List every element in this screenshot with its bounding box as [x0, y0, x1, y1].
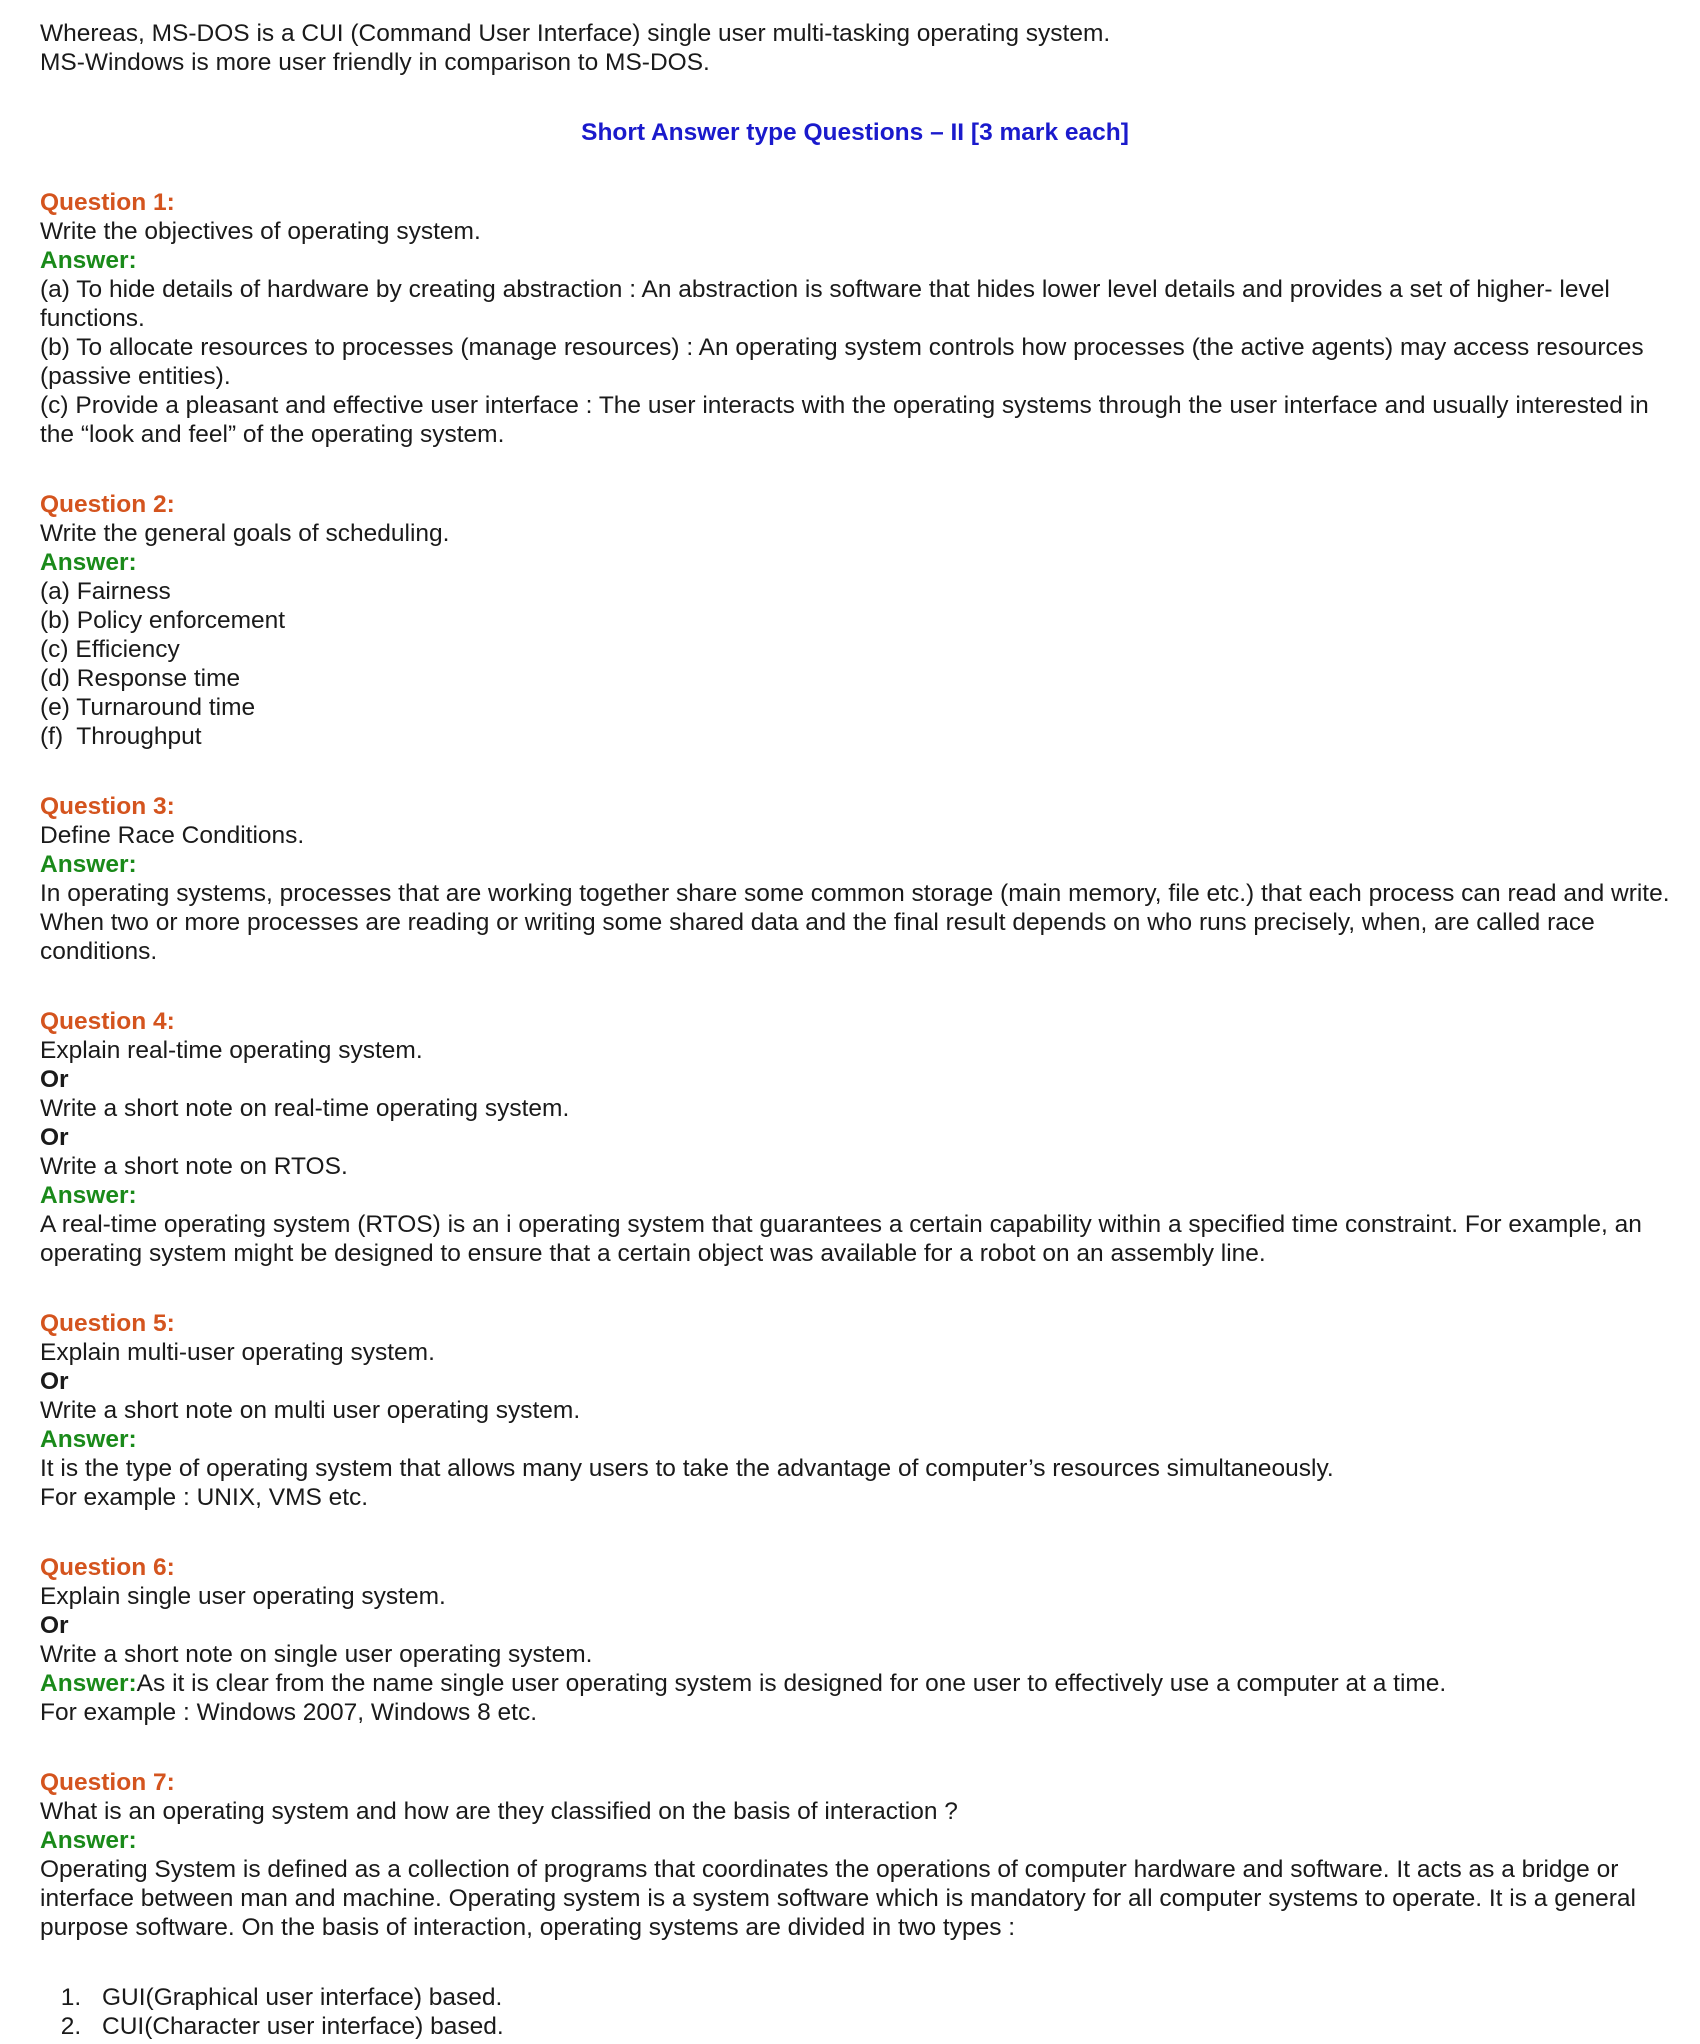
- question-block-6: [40, 1553, 1670, 1727]
- question-prompt: Write a short note on multi user operating system.: [40, 1397, 581, 1424]
- answer-item: (f) Throughput: [40, 723, 202, 750]
- question-block-2: [40, 490, 1670, 751]
- answer-label: Answer:: [40, 1827, 137, 1854]
- question-label: Question 2:: [40, 491, 175, 518]
- answer-paragraph: [40, 1669, 1670, 1698]
- question-prompt: Write a short note on single user operating system.: [40, 1641, 593, 1668]
- question-label: Question 6:: [40, 1554, 175, 1581]
- intro-line: MS-Windows is more user friendly in comparison to MS-DOS.: [40, 49, 710, 76]
- answer-item: (b) Policy enforcement: [40, 607, 286, 634]
- question-prompt: Explain multi-user operating system.: [40, 1339, 435, 1366]
- answer-label: Answer:: [40, 549, 137, 576]
- answer-text: It is the type of operating system that allows many users to take the advantage of computer’s resources simultaneously.: [40, 1455, 1334, 1482]
- question-block-5: [40, 1309, 1670, 1512]
- answer-item: (c) Efficiency: [40, 636, 180, 663]
- question-label: Question 7:: [40, 1769, 175, 1796]
- answer-text: In operating systems, processes that are working together share some common storage (main memory, file etc.) that each process can read and write. When two or more processes are reading or writing some shared data and the final result depends on who runs precisely, when, are called race conditions.: [40, 880, 1670, 965]
- question-label: Question 3:: [40, 793, 175, 820]
- question-prompt: Write a short note on RTOS.: [40, 1153, 348, 1180]
- answer-item: (e) Turnaround time: [40, 694, 256, 721]
- question-prompt: Write the general goals of scheduling.: [40, 520, 450, 547]
- question-prompt: Write a short note on real-time operating system.: [40, 1095, 570, 1122]
- question-block-3: [40, 792, 1670, 966]
- or-separator: Or: [40, 1124, 69, 1151]
- answer-label: Answer:: [40, 247, 137, 274]
- answer-item: (a) Fairness: [40, 578, 171, 605]
- section-title: Short Answer type Questions – II [3 mark each]: [581, 119, 1129, 146]
- question-block-1: [40, 188, 1670, 449]
- answer-text: (a) To hide details of hardware by creating abstraction : An abstraction is software that hides lower level details and provides a set of higher- level functions.: [40, 276, 1610, 332]
- answer-label: Answer:: [40, 851, 137, 878]
- answer-text: (b) To allocate resources to processes (manage resources) : An operating system controls how processes (the active agents) may access resources (passive entities).: [40, 334, 1644, 390]
- answer-text: Operating System is defined as a collection of programs that coordinates the operations of computer hardware and software. It acts as a bridge or interface between man and machine. Operating system is a system software which is mandatory for all computer systems to operate. It is a general purpose software. On the basis of interaction, operating systems are divided in two types :: [40, 1856, 1636, 1941]
- list-item: 1. GUI(Graphical user interface) based.: [88, 1983, 1670, 2012]
- answer-text: For example : UNIX, VMS etc.: [40, 1484, 369, 1511]
- answer-label: Answer:: [40, 1670, 137, 1697]
- list-item: 2. CUI(Character user interface) based.: [88, 2012, 1670, 2041]
- os-type-list: [40, 1983, 1670, 2041]
- question-block-4: [40, 1007, 1670, 1268]
- question-label: Question 5:: [40, 1310, 175, 1337]
- or-separator: Or: [40, 1066, 69, 1093]
- answer-label: Answer:: [40, 1426, 137, 1453]
- answer-text: As it is clear from the name single user operating system is designed for one user to effectively use a computer at a time.: [136, 1670, 1447, 1697]
- question-prompt: Write the objectives of operating system.: [40, 218, 481, 245]
- or-separator: Or: [40, 1612, 69, 1639]
- answer-text: (c) Provide a pleasant and effective user interface : The user interacts with the operating systems through the user interface and usually interested in the “look and feel” of the operating system.: [40, 392, 1649, 448]
- question-prompt: Define Race Conditions.: [40, 822, 305, 849]
- answer-text: For example : Windows 2007, Windows 8 etc.: [40, 1699, 538, 1726]
- question-block-7: [40, 1768, 1670, 2041]
- answer-label: Answer:: [40, 1182, 137, 1209]
- answer-item: (d) Response time: [40, 665, 241, 692]
- question-label: Question 1:: [40, 189, 175, 216]
- or-separator: Or: [40, 1368, 69, 1395]
- answer-text: A real-time operating system (RTOS) is an i operating system that guarantees a certain capability within a specified time constraint. For example, an operating system might be designed to ensure that a certain object was available for a robot on an assembly line.: [40, 1211, 1642, 1267]
- question-prompt: What is an operating system and how are they classified on the basis of interaction ?: [40, 1798, 958, 1825]
- question-label: Question 4:: [40, 1008, 175, 1035]
- question-prompt: Explain real-time operating system.: [40, 1037, 423, 1064]
- question-prompt: Explain single user operating system.: [40, 1583, 446, 1610]
- intro-line: Whereas, MS-DOS is a CUI (Command User Interface) single user multi-tasking operating system.: [40, 20, 1111, 47]
